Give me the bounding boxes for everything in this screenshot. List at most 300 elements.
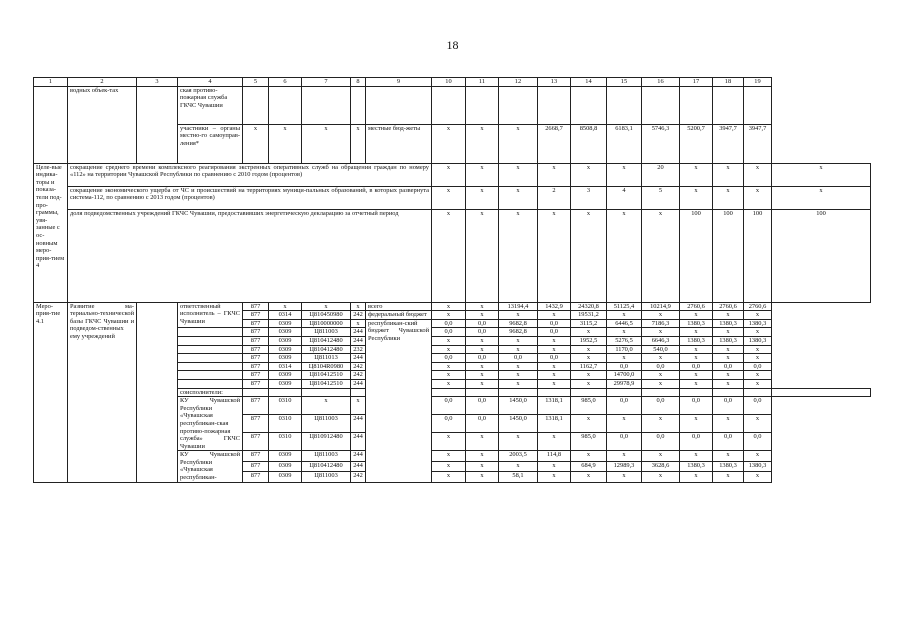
expense-type: 244	[351, 328, 366, 337]
section-code: 0309	[269, 451, 302, 461]
column-number: 13	[538, 78, 571, 87]
value-cell: 9682,8	[499, 328, 538, 337]
section-code: 0309	[269, 371, 302, 380]
value-cell: х	[607, 328, 642, 337]
value-cell: х	[499, 186, 538, 209]
measure-row	[34, 302, 871, 311]
value-cell: х	[680, 163, 713, 186]
value-cell: 0,0	[680, 433, 713, 451]
value-cell: 51125,4	[607, 302, 642, 311]
section-code: 0309	[269, 379, 302, 388]
column-number: 7	[302, 78, 351, 87]
value-cell: 3947,7	[713, 124, 744, 163]
value-cell: 0,0	[607, 397, 642, 415]
value-cell: 1380,3	[680, 336, 713, 345]
value-cell: 0,0	[466, 415, 499, 433]
value-cell: 1380,3	[713, 319, 744, 328]
value-cell: х	[642, 451, 680, 461]
value-cell: х	[571, 328, 607, 337]
ministry-code: 877	[243, 311, 269, 320]
empty-cell	[178, 345, 243, 354]
column-number: 3	[137, 78, 178, 87]
ministry-code: 877	[243, 362, 269, 371]
value-cell: 3	[571, 186, 607, 209]
value-cell: х	[499, 433, 538, 451]
expense-type: 242	[351, 311, 366, 320]
column-number: 5	[243, 78, 269, 87]
empty-cell	[642, 86, 680, 124]
section-code: 0314	[269, 311, 302, 320]
targets-label: Целе-вые индика-торы и показа-тели под-про-граммы, увя-занные с ос-новным меро-прия-тием 4	[34, 163, 68, 302]
empty-cell	[269, 388, 302, 397]
value-cell: х	[466, 163, 499, 186]
empty-cell	[680, 86, 713, 124]
value-cell: х	[571, 354, 607, 363]
expense-type: 242	[351, 472, 366, 482]
value-cell: х	[744, 371, 772, 380]
target-article: Ц810412510	[302, 379, 351, 388]
value-cell: х	[432, 311, 466, 320]
table-body	[34, 78, 871, 483]
value-cell: 2760,6	[680, 302, 713, 311]
target-article: Ц810450980	[302, 311, 351, 320]
value-cell: х	[571, 209, 607, 302]
value-cell: 0,0	[607, 362, 642, 371]
indicator-text: доля подведомственных учреждений ГКЧС Чувашии, предоставивших энергетическую декларацию за отчетный период	[68, 209, 432, 302]
value-cell: х	[744, 328, 772, 337]
value-cell: х	[680, 328, 713, 337]
measure-label: Меро-прия-тие 4.1	[34, 302, 68, 482]
column-number: 18	[713, 78, 744, 87]
section-code: х	[269, 302, 302, 311]
value-cell: х	[538, 336, 571, 345]
value-cell: х	[466, 433, 499, 451]
value-cell: х	[466, 311, 499, 320]
value-cell: 0,0	[499, 354, 538, 363]
target-article: Ц810412510	[302, 371, 351, 380]
value-cell: 985,0	[571, 397, 607, 415]
expense-type: 244	[351, 461, 366, 471]
column-number: 14	[571, 78, 607, 87]
value-cell: 0,0	[538, 328, 571, 337]
ministry-code: 877	[243, 371, 269, 380]
ministry-code: 877	[243, 354, 269, 363]
indicator-text: сокращение среднего времени комплексного реагирования экстренных оперативных служб на обращения граждан по номеру «112» на территории Чувашской Республики по сравнению с 2010 годом (процентов)	[68, 163, 432, 186]
value-cell: х	[466, 124, 499, 163]
value-cell: х	[713, 379, 744, 388]
table-cell: х	[302, 124, 351, 163]
expense-type: 242	[351, 371, 366, 380]
value-cell: х	[432, 302, 466, 311]
value-cell: х	[642, 328, 680, 337]
empty-cell	[302, 388, 351, 397]
value-cell: 3947,7	[744, 124, 772, 163]
value-cell: 2003,5	[499, 451, 538, 461]
empty-cell	[432, 86, 466, 124]
value-cell: 1380,3	[680, 319, 713, 328]
empty-cell	[744, 388, 772, 397]
expense-type: 244	[351, 336, 366, 345]
funding-source: всего	[366, 302, 432, 311]
column-number: 11	[466, 78, 499, 87]
empty-cell	[351, 86, 366, 124]
value-cell: 0,0	[432, 397, 466, 415]
value-cell: 6646,3	[642, 336, 680, 345]
value-cell: х	[499, 379, 538, 388]
table-row	[34, 86, 871, 124]
value-cell: 6183,1	[607, 124, 642, 163]
value-cell: х	[432, 186, 466, 209]
value-cell: 1380,3	[713, 336, 744, 345]
value-cell: х	[713, 328, 744, 337]
value-cell: 19531,2	[571, 311, 607, 320]
value-cell: 0,0	[538, 319, 571, 328]
column-number: 1	[34, 78, 68, 87]
value-cell: 9682,8	[499, 319, 538, 328]
target-article: Ц810412480	[302, 336, 351, 345]
value-cell: х	[432, 163, 466, 186]
value-cell: х	[713, 345, 744, 354]
value-cell: 100	[772, 209, 871, 302]
co-executors-header: соисполнители:	[178, 388, 243, 397]
empty-cell	[680, 388, 713, 397]
empty-cell	[466, 388, 499, 397]
expense-type: х	[351, 302, 366, 311]
value-cell: 0,0	[607, 433, 642, 451]
value-cell: х	[432, 209, 466, 302]
column-number: 8	[351, 78, 366, 87]
column-number: 10	[432, 78, 466, 87]
value-cell: х	[713, 186, 744, 209]
value-cell: 0,0	[466, 319, 499, 328]
value-cell: 2760,6	[713, 302, 744, 311]
column-number: 2	[68, 78, 137, 87]
value-cell: х	[466, 461, 499, 471]
empty-cell	[178, 362, 243, 371]
value-cell: 0,0	[538, 354, 571, 363]
ministry-code: 877	[243, 451, 269, 461]
section-code: 0309	[269, 345, 302, 354]
value-cell: х	[772, 186, 871, 209]
event-name: водных объек-тах	[68, 86, 137, 163]
value-cell: х	[571, 415, 607, 433]
value-cell: х	[499, 124, 538, 163]
value-cell: 13194,4	[499, 302, 538, 311]
value-cell: х	[466, 345, 499, 354]
value-cell: х	[571, 371, 607, 380]
column-number: 19	[744, 78, 772, 87]
value-cell: х	[607, 415, 642, 433]
section-code: 0309	[269, 328, 302, 337]
value-cell: х	[772, 163, 871, 186]
value-cell: х	[571, 345, 607, 354]
value-cell: х	[538, 163, 571, 186]
ministry-code: 877	[243, 336, 269, 345]
value-cell: х	[642, 379, 680, 388]
ministry-code: 877	[243, 379, 269, 388]
section-code: 0310	[269, 397, 302, 415]
value-cell: х	[432, 371, 466, 380]
value-cell: 5276,5	[607, 336, 642, 345]
value-cell: 100	[713, 209, 744, 302]
indicator-row	[34, 163, 871, 186]
value-cell: 1450,0	[499, 415, 538, 433]
column-number: 16	[642, 78, 680, 87]
value-cell: х	[680, 345, 713, 354]
executor: ская противо-пожарная служба ГКЧС Чувашии	[178, 86, 243, 124]
value-cell: х	[680, 451, 713, 461]
value-cell: х	[538, 379, 571, 388]
value-cell: х	[466, 472, 499, 482]
empty-cell	[607, 388, 642, 397]
value-cell: х	[680, 354, 713, 363]
value-cell: 1432,9	[538, 302, 571, 311]
target-article: Ц810912480	[302, 433, 351, 451]
value-cell: х	[499, 371, 538, 380]
target-article: Ц811013	[302, 354, 351, 363]
value-cell: 1380,3	[680, 461, 713, 471]
value-cell: 8508,8	[571, 124, 607, 163]
value-cell: х	[744, 415, 772, 433]
column-number: 12	[499, 78, 538, 87]
value-cell: х	[607, 311, 642, 320]
target-article: Ц810412480	[302, 461, 351, 471]
ministry-code: 877	[243, 345, 269, 354]
value-cell: 10214,9	[642, 302, 680, 311]
value-cell: х	[538, 345, 571, 354]
empty-cell	[499, 86, 538, 124]
value-cell: 2	[538, 186, 571, 209]
empty-cell	[178, 379, 243, 388]
value-cell: х	[538, 362, 571, 371]
empty-cell	[351, 388, 366, 397]
empty-cell	[713, 86, 744, 124]
value-cell: х	[538, 433, 571, 451]
target-article: Ц810412480	[302, 345, 351, 354]
value-cell: 0,0	[744, 397, 772, 415]
empty-cell	[538, 86, 571, 124]
value-cell: 0,0	[432, 319, 466, 328]
value-cell: 100	[680, 209, 713, 302]
empty-cell	[243, 388, 269, 397]
column-number: 17	[680, 78, 713, 87]
empty-cell	[137, 302, 178, 482]
empty-cell	[178, 328, 243, 337]
value-cell: х	[432, 461, 466, 471]
value-cell: х	[466, 379, 499, 388]
ministry-code: 877	[243, 302, 269, 311]
value-cell: 1450,0	[499, 397, 538, 415]
ministry-code: 877	[243, 415, 269, 433]
value-cell: 0,0	[713, 433, 744, 451]
expense-type: 242	[351, 362, 366, 371]
value-cell: 20	[642, 163, 680, 186]
value-cell: х	[642, 209, 680, 302]
value-cell: 1380,3	[744, 461, 772, 471]
expense-type: х	[351, 319, 366, 328]
table-cell: х	[243, 124, 269, 163]
value-cell: х	[744, 311, 772, 320]
value-cell: х	[744, 379, 772, 388]
empty-cell	[366, 86, 432, 124]
empty-cell	[499, 388, 538, 397]
value-cell: 1380,3	[713, 461, 744, 471]
value-cell: х	[571, 163, 607, 186]
value-cell: х	[499, 163, 538, 186]
value-cell: х	[607, 163, 642, 186]
indicator-text: сокращение экономического ущерба от ЧС и происшествий на территориях муници-пальных образований, в которых развернута система-112, по сравнению с 2013 годом (процентов)	[68, 186, 432, 209]
value-cell: х	[744, 163, 772, 186]
target-article: Ц810000000	[302, 319, 351, 328]
value-cell: х	[466, 302, 499, 311]
ministry-code: 877	[243, 461, 269, 471]
empty-cell	[713, 388, 744, 397]
target-article: х	[302, 397, 351, 415]
value-cell: 0,0	[744, 433, 772, 451]
value-cell: 12989,3	[607, 461, 642, 471]
value-cell: 3115,2	[571, 319, 607, 328]
value-cell: 0,0	[642, 433, 680, 451]
value-cell: 24320,8	[571, 302, 607, 311]
value-cell: 0,0	[432, 328, 466, 337]
value-cell: х	[432, 433, 466, 451]
ministry-code: 877	[243, 433, 269, 451]
column-number: 6	[269, 78, 302, 87]
empty-cell	[744, 86, 772, 124]
value-cell: х	[499, 362, 538, 371]
value-cell: 3628,6	[642, 461, 680, 471]
value-cell: х	[680, 371, 713, 380]
value-cell: х	[642, 354, 680, 363]
value-cell: х	[607, 451, 642, 461]
empty-cell	[432, 388, 466, 397]
responsible-executor: ответственный исполнитель – ГКЧС Чувашии	[178, 302, 243, 328]
value-cell: 0,0	[642, 397, 680, 415]
value-cell: х	[432, 472, 466, 482]
indicator-row	[34, 186, 871, 209]
value-cell: х	[538, 209, 571, 302]
target-article: Ц811003	[302, 415, 351, 433]
target-article: Ц8104R0980	[302, 362, 351, 371]
value-cell: х	[744, 345, 772, 354]
value-cell: 1170,0	[607, 345, 642, 354]
value-cell: 540,0	[642, 345, 680, 354]
value-cell: х	[680, 415, 713, 433]
value-cell: 0,0	[432, 415, 466, 433]
value-cell: х	[680, 186, 713, 209]
value-cell: х	[713, 451, 744, 461]
value-cell: х	[642, 371, 680, 380]
empty-cell	[34, 86, 68, 163]
value-cell: 1318,1	[538, 397, 571, 415]
value-cell: х	[499, 311, 538, 320]
empty-cell	[571, 86, 607, 124]
value-cell: х	[466, 209, 499, 302]
value-cell: 0,0	[432, 354, 466, 363]
ministry-code: 877	[243, 319, 269, 328]
value-cell: х	[466, 362, 499, 371]
value-cell: х	[432, 336, 466, 345]
value-cell: х	[538, 311, 571, 320]
section-code: 0309	[269, 336, 302, 345]
value-cell: х	[642, 311, 680, 320]
section-code: 0309	[269, 354, 302, 363]
value-cell: 58,1	[499, 472, 538, 482]
value-cell: х	[499, 345, 538, 354]
empty-cell	[772, 388, 871, 397]
value-cell: х	[499, 336, 538, 345]
value-cell: х	[466, 186, 499, 209]
value-cell: х	[713, 371, 744, 380]
page-number: 18	[446, 38, 459, 52]
value-cell: 1380,3	[744, 319, 772, 328]
table-cell: х	[351, 124, 366, 163]
empty-cell	[178, 336, 243, 345]
empty-cell	[243, 86, 269, 124]
value-cell: 29978,9	[607, 379, 642, 388]
empty-cell	[466, 86, 499, 124]
empty-cell	[538, 388, 571, 397]
value-cell: х	[607, 209, 642, 302]
co-executor: КУ Чувашской Республики «Чувашская республикан-ская противо-пожарная служба» ГКЧС Чувашии	[178, 397, 243, 451]
value-cell: х	[680, 311, 713, 320]
funding-source: федеральный бюджет	[366, 311, 432, 320]
value-cell: 5746,3	[642, 124, 680, 163]
funding-source: местные бюд-жеты	[366, 124, 432, 163]
column-number: 9	[366, 78, 432, 87]
value-cell: 0,0	[680, 362, 713, 371]
empty-cell	[137, 86, 178, 163]
value-cell: х	[607, 354, 642, 363]
value-cell: х	[680, 472, 713, 482]
empty-cell	[269, 86, 302, 124]
value-cell: 2760,6	[744, 302, 772, 311]
empty-cell	[642, 388, 680, 397]
value-cell: х	[571, 451, 607, 461]
value-cell: 684,9	[571, 461, 607, 471]
value-cell: х	[642, 472, 680, 482]
column-number: 15	[607, 78, 642, 87]
value-cell: х	[538, 371, 571, 380]
section-code: 0310	[269, 433, 302, 451]
section-code: 0309	[269, 319, 302, 328]
value-cell: 0,0	[466, 354, 499, 363]
expense-type: 244	[351, 354, 366, 363]
expense-type: 244	[351, 451, 366, 461]
value-cell: х	[642, 415, 680, 433]
value-cell: х	[432, 451, 466, 461]
value-cell: 1318,1	[538, 415, 571, 433]
column-number-row	[34, 78, 871, 87]
value-cell: 4	[607, 186, 642, 209]
target-article: Ц811003	[302, 451, 351, 461]
ministry-code: 877	[243, 472, 269, 482]
value-cell: 14700,0	[607, 371, 642, 380]
expense-type: 232	[351, 345, 366, 354]
value-cell: 0,0	[680, 397, 713, 415]
empty-cell	[178, 354, 243, 363]
value-cell: 1952,5	[571, 336, 607, 345]
value-cell: х	[499, 209, 538, 302]
ministry-code: 877	[243, 328, 269, 337]
ministry-code: 877	[243, 397, 269, 415]
value-cell: х	[607, 472, 642, 482]
value-cell: 6446,5	[607, 319, 642, 328]
value-cell: х	[744, 354, 772, 363]
section-code: 0309	[269, 461, 302, 471]
value-cell: 5	[642, 186, 680, 209]
empty-cell	[302, 86, 351, 124]
